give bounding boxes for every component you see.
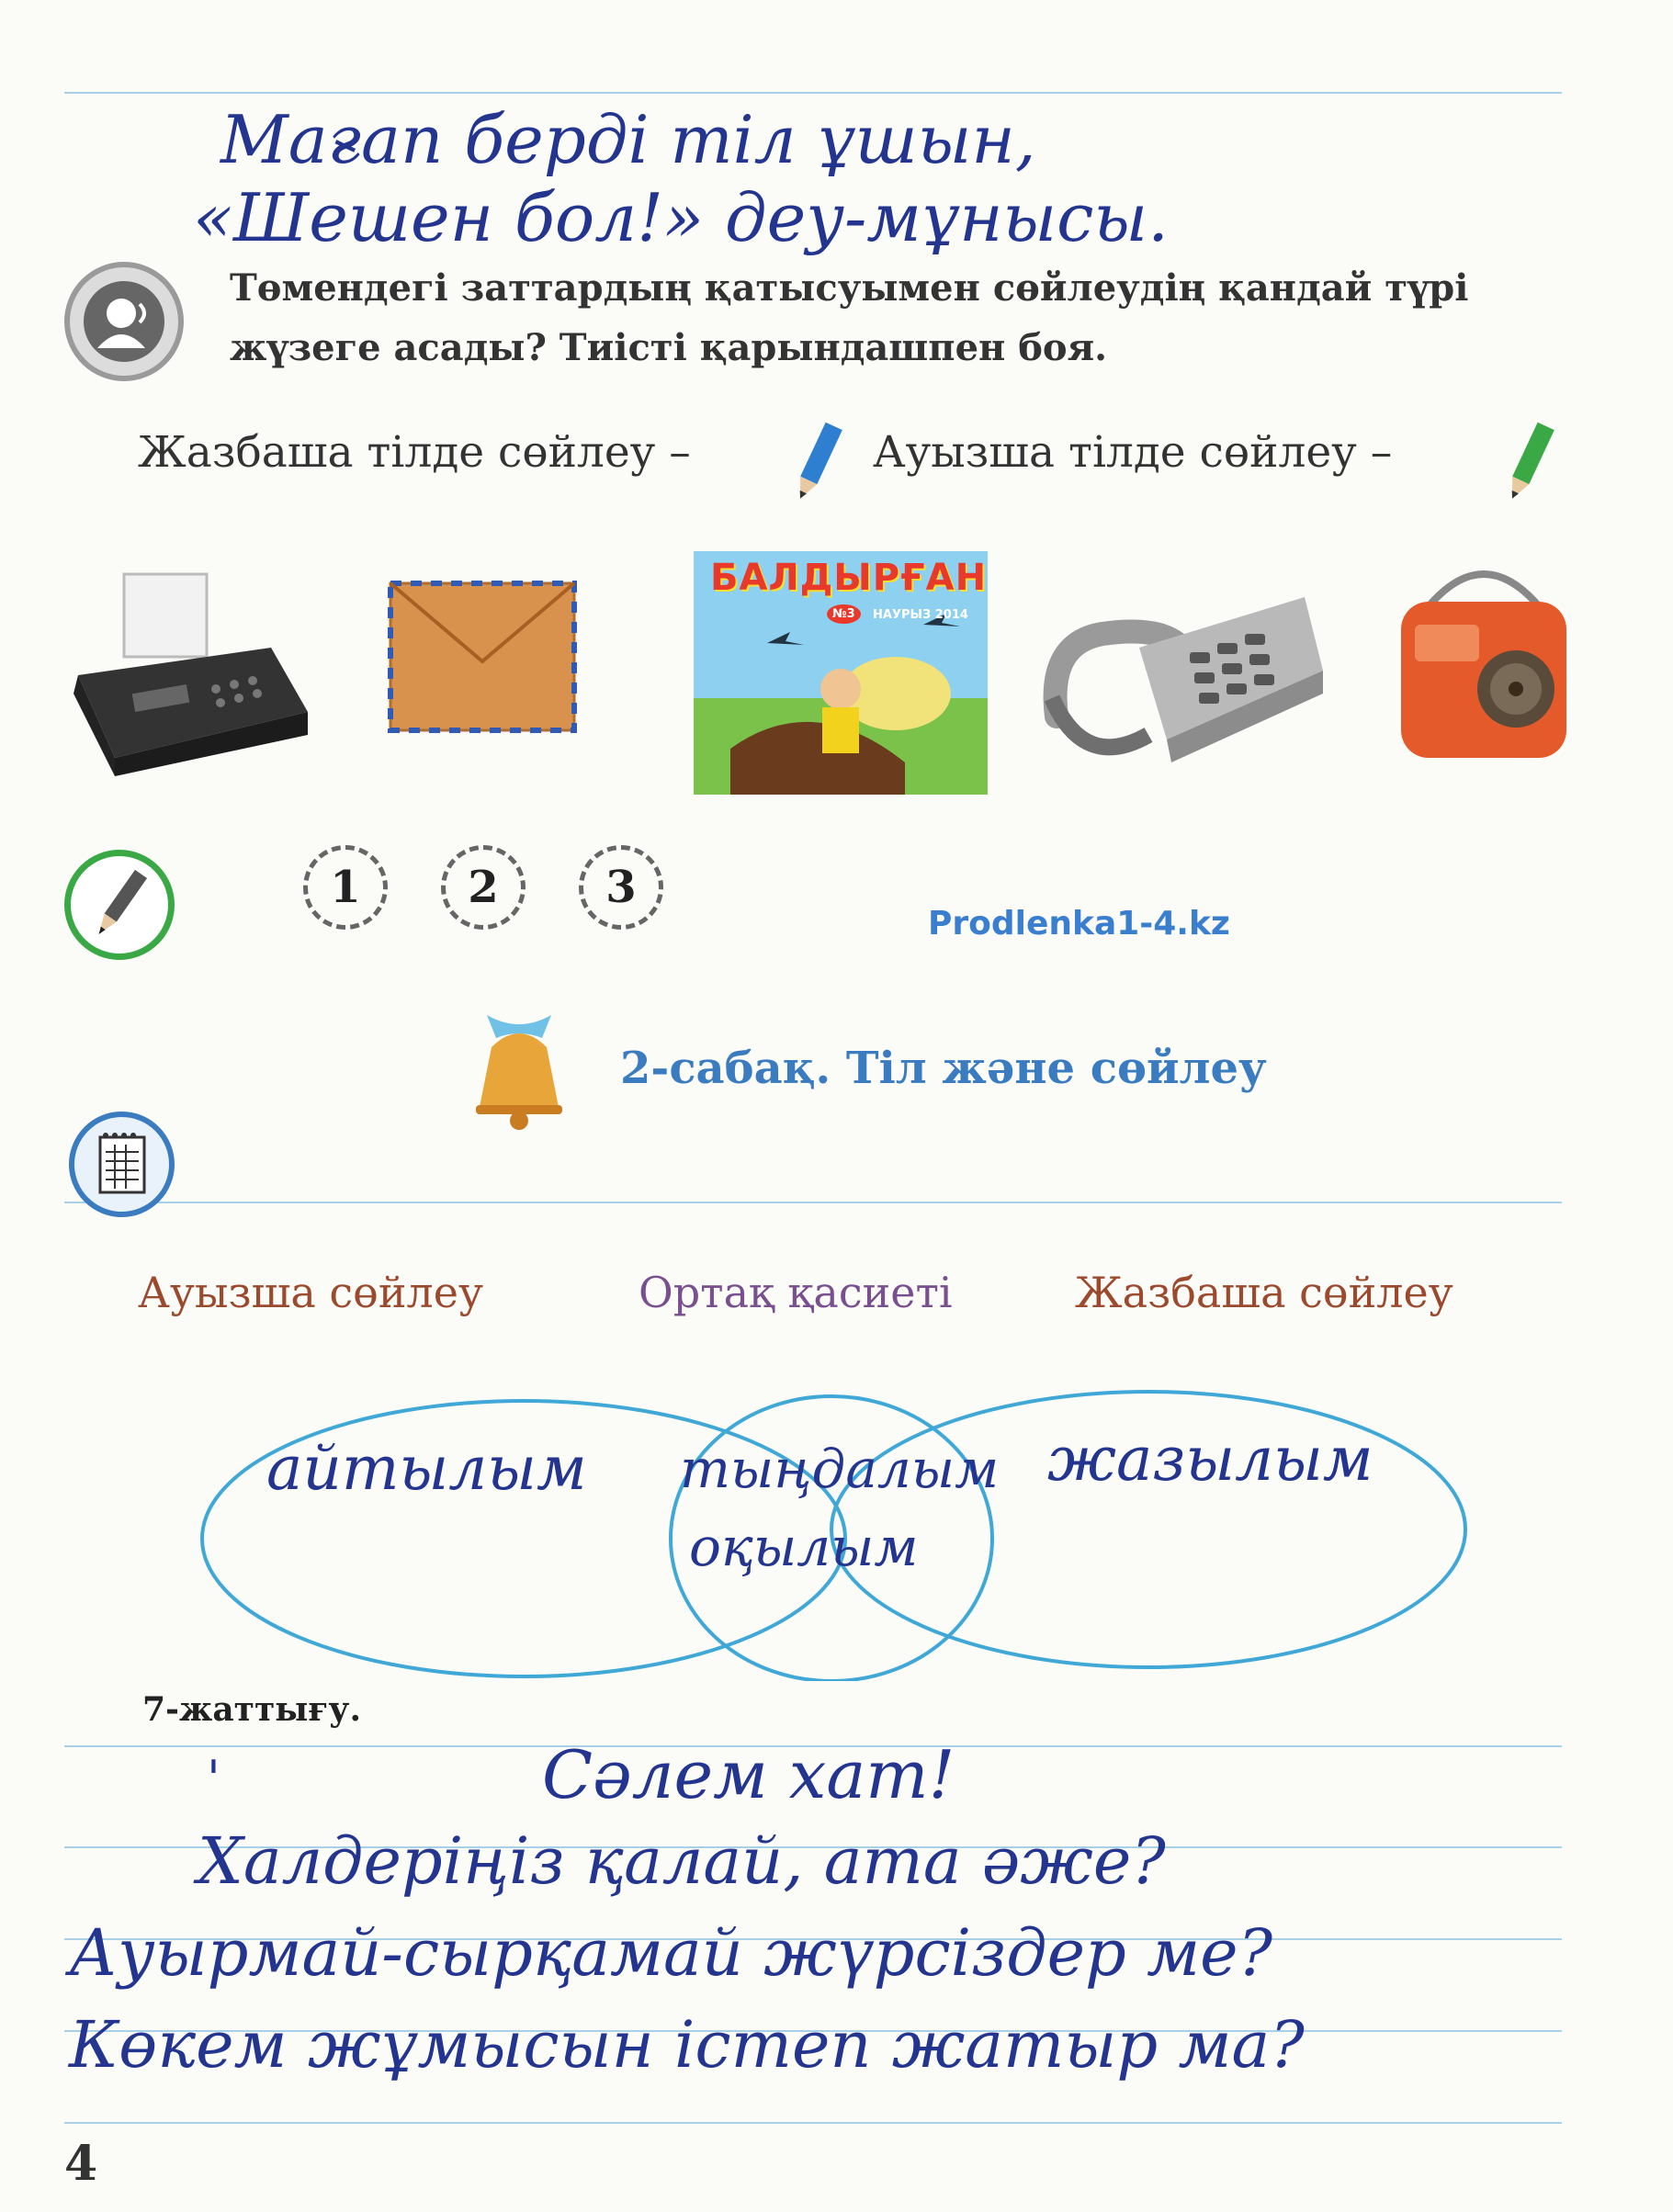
written-speech-label: Жазбаша тілде сөйлеу –: [138, 427, 691, 478]
handwritten-line: Мағаn берді тіл ұшын,: [220, 101, 1036, 178]
magazine-subtitle: НАУРЫЗ 2014: [873, 608, 968, 622]
exercise-label: 7-жаттығу.: [142, 1690, 362, 1729]
letter-line: Ауырмай-сырқамай жүрсіздер ме?: [69, 1915, 1273, 1991]
venn-middle-text: оқылым: [689, 1516, 919, 1578]
number-circle[interactable]: 2: [441, 845, 526, 930]
bell-icon: [459, 997, 579, 1138]
magazine-title: БАЛДЫРҒАН: [710, 557, 988, 599]
site-watermark: Prodlenka1-4.kz: [928, 905, 1230, 942]
letter-line: Халдеріңіз қалай, ата әже?: [198, 1823, 1166, 1899]
magazine-cover-image: [694, 551, 988, 798]
letter-line: Көкем жұмысын істеп жатыр ма?: [69, 2007, 1305, 2082]
venn-right-text: жазылым: [1047, 1424, 1373, 1495]
pencil-task-icon: [64, 850, 175, 960]
fax-machine-image: [60, 565, 317, 780]
speaking-head-icon: [64, 262, 184, 381]
radio-image: [1392, 551, 1576, 771]
ruled-line: [64, 1202, 1562, 1203]
lesson-title: 2-сабақ. Тіл және сөйлеу: [620, 1043, 1267, 1094]
magazine-issue: №3: [827, 604, 861, 624]
venn-right-header: Жазбаша сөйлеу: [1075, 1268, 1453, 1317]
handwritten-tick: ': [207, 1750, 220, 1808]
task-instruction: жүзеге асады? Тиісті қарындашпен боя.: [230, 326, 1108, 369]
notebook-icon: [69, 1112, 175, 1217]
ruled-line: [64, 2122, 1562, 2124]
oral-speech-label: Ауызша тілде сөйлеу –: [873, 427, 1393, 478]
green-pencil-icon: [1502, 418, 1557, 509]
page-number: 4: [64, 2136, 98, 2192]
letter-greeting: Сәлем хат!: [542, 1736, 955, 1813]
handwritten-line: «Шешен бол!» деу-мұнысы.: [193, 179, 1169, 256]
ruled-line: [64, 92, 1562, 94]
venn-left-header: Ауызша сөйлеу: [138, 1268, 484, 1317]
envelope-image: [386, 574, 579, 743]
venn-middle-header: Ортақ қасиеті: [639, 1268, 953, 1317]
number-circle[interactable]: 3: [579, 845, 663, 930]
task-instruction: Төмендегі заттардың қатысуымен сөйлеудің қандай түрі: [230, 266, 1469, 310]
telephone-image: [1029, 560, 1332, 775]
venn-left-text: айтылым: [266, 1433, 587, 1504]
venn-middle-text: тыңдалым: [680, 1438, 1000, 1500]
blue-pencil-icon: [790, 418, 845, 509]
number-circle[interactable]: 1: [303, 845, 388, 930]
